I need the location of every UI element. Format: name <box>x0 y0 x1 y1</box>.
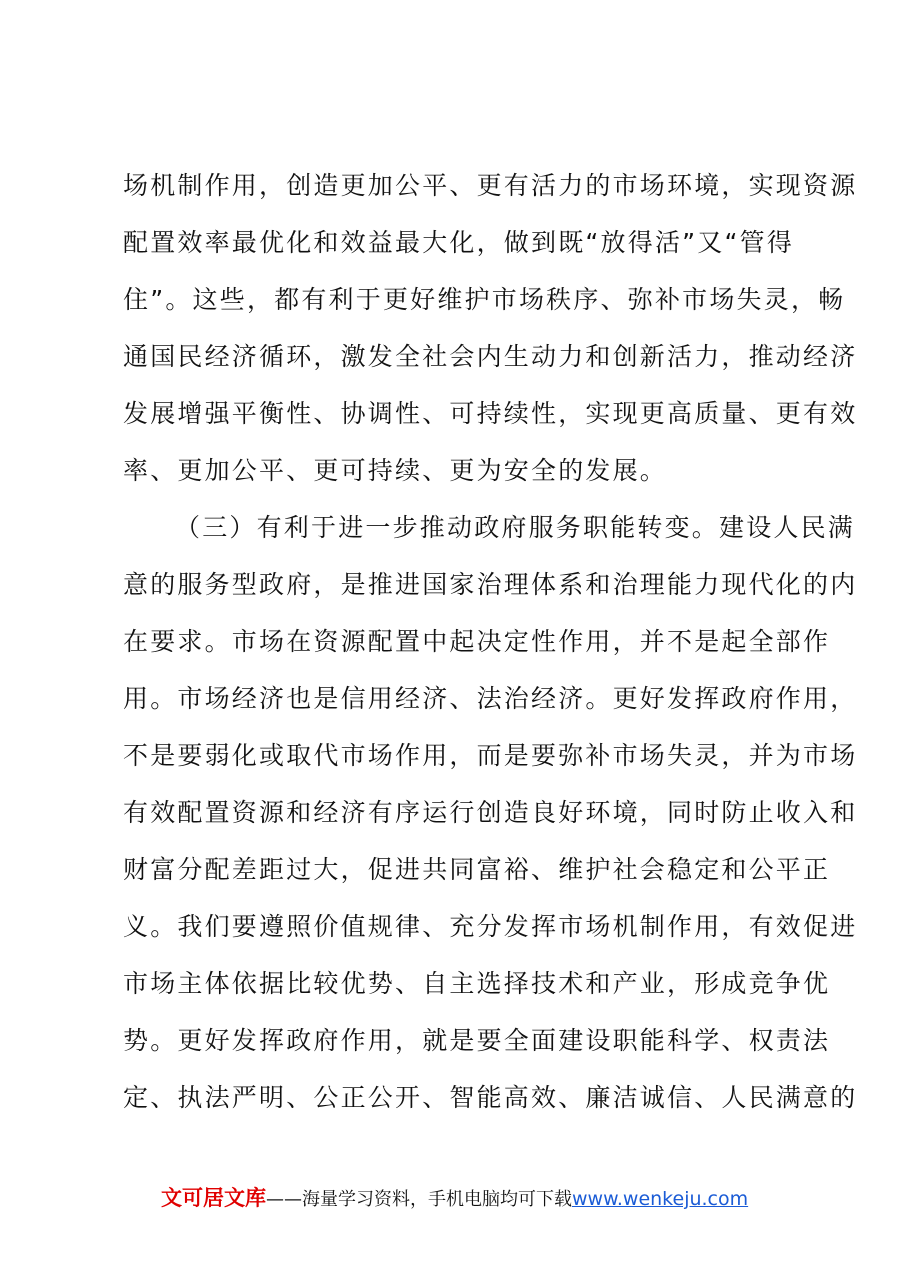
text-line: 配置效率最优化和效益最大化，做到既“放得活”又“管得 <box>123 228 795 257</box>
footer-brand: 文可居文库 <box>161 1186 266 1210</box>
text-line: 通国民经济循环，激发全社会内生动力和创新活力，推动经济 <box>123 342 858 371</box>
text-line: 定、执法严明、公正公开、智能高效、廉洁诚信、人民满意的 <box>123 1083 858 1112</box>
document-body <box>123 157 858 1126</box>
text-line: 率、更加公平、更可持续、更为安全的发展。 <box>123 456 668 485</box>
text-line: 住”。这些，都有利于更好维护市场秩序、弥补市场失灵，畅 <box>123 285 846 314</box>
text-line: 不是要弱化或取代市场作用，而是要弥补市场失灵，并为市场 <box>123 741 858 770</box>
footer-banner <box>161 1183 801 1213</box>
footer-tagline: ——海量学习资料，手机电脑均可下载 <box>266 1189 572 1210</box>
text-line: 义。我们要遵照价值规律、充分发挥市场机制作用，有效促进 <box>123 912 858 941</box>
text-line: 有效配置资源和经济有序运行创造良好环境，同时防止收入和 <box>123 798 858 827</box>
text-line: 用。市场经济也是信用经济、法治经济。更好发挥政府作用， <box>123 684 858 713</box>
section-heading-line: （三）有利于进一步推动政府服务职能转变。建设人民满 <box>175 513 856 542</box>
text-line: 发展增强平衡性、协调性、可持续性，实现更高质量、更有效 <box>123 399 858 428</box>
text-line: 势。更好发挥政府作用，就是要全面建设职能科学、权责法 <box>123 1026 831 1055</box>
footer-website-link[interactable]: www.wenkeju.com <box>572 1188 749 1210</box>
text-line: 财富分配差距过大，促进共同富裕、维护社会稳定和公平正 <box>123 855 831 884</box>
text-line: 意的服务型政府，是推进国家治理体系和治理能力现代化的内 <box>123 570 858 599</box>
text-line: 场机制作用，创造更加公平、更有活力的市场环境，实现资源 <box>123 171 858 200</box>
text-line: 在要求。市场在资源配置中起决定性作用，并不是起全部作 <box>123 627 831 656</box>
text-line: 市场主体依据比较优势、自主选择技术和产业，形成竞争优 <box>123 969 831 998</box>
